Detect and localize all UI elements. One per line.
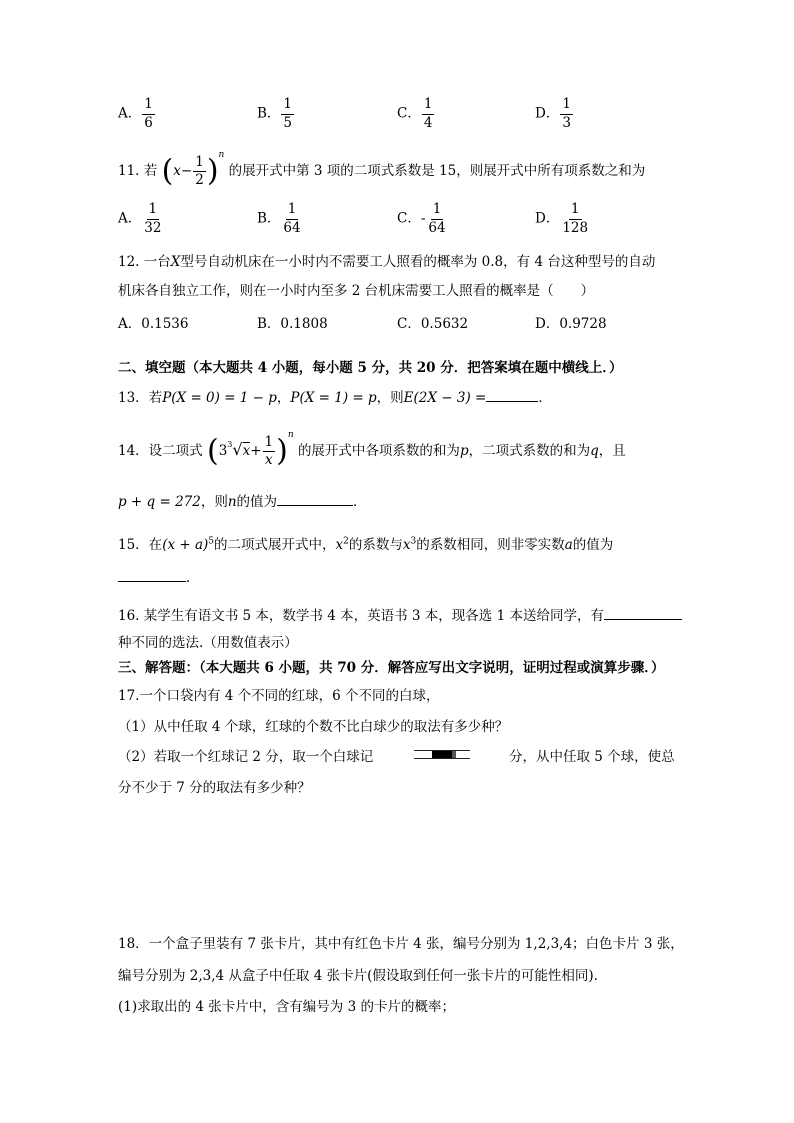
q10-option-d: D． $\frac{1}{3}$ xyxy=(535,96,571,131)
q10-option-c: C． $\frac{1}{4}$ xyxy=(397,96,433,131)
q14-answer-blank xyxy=(277,505,353,506)
question-17-part2-c: 分不少于 7 分的取法有多少种？ xyxy=(118,780,311,796)
question-12-line2: 机床各自独立工作，则在一小时内至多 2 台机床需要工人照看的概率是（ ） xyxy=(118,283,595,299)
question-17-line1: 17.一个口袋内有 4 个不同的红球，6 个不同的白球， xyxy=(118,688,440,704)
q12-option-c: C．0.5632 xyxy=(397,316,469,332)
q11-option-c: C．- $\frac{1}{64}$ xyxy=(397,201,446,236)
question-13: 13．若P(X = 0) = 1 − p，P(X = 1) = p，则E(2X − 3) = ． xyxy=(118,390,552,406)
q13-answer-blank xyxy=(486,401,538,402)
question-17-part2-a: （2）若取一个红球记 2 分，取一个白球记 xyxy=(118,749,374,765)
q10-option-b: B． $\frac{1}{5}$ xyxy=(257,96,293,131)
question-16-line1: 16. 某学生有语文书 5 本，数学书 4 本，英语书 3 本，现各选 1 本送给同学，有 xyxy=(118,604,682,624)
q12-option-a: A．0.1536 xyxy=(118,316,189,332)
question-17-part2-b: 分，从中任取 5 个球，使总 xyxy=(509,749,675,765)
q16-answer-blank xyxy=(604,619,682,620)
question-12-line1: 12. 一台X型号自动机床在一小时内不需要工人照看的概率为 0.8，有 4 台这种型号的自动 xyxy=(118,254,656,270)
question-11: 11. 若 (x− $\frac{1}{2}$ )$^n$ 的展开式中第 3 项的二项式系数是 15，则展开式中所有项系数之和为 xyxy=(118,150,646,189)
question-17-part1: （1）从中任取 4 个球，红球的个数不比白球少的取法有多少种？ xyxy=(118,719,509,735)
q15-answer-blank xyxy=(118,581,186,582)
section-2-heading: 二、填空题（本大题共 4 小题，每小题 5 分，共 20 分．把答案填在题中横线上．） xyxy=(118,360,623,376)
q10-option-a: A． $\frac{1}{6}$ xyxy=(118,96,153,131)
formula-image-placeholder xyxy=(414,750,470,759)
question-14-line1: 14．设二项式 ($3^3√x+$ $\frac{1}{x}$ )$^n$ 的展开式中各项系数的和为p，二项式系数的和为q，且 xyxy=(118,430,626,469)
q12-option-d: D．0.9728 xyxy=(535,316,607,332)
question-15-line1: 15．在$(x + a)^5$的二项式展开式中，$x^2$的系数与$x^3$的系数相同，则非零实数a的值为 xyxy=(118,536,614,553)
question-16-line2: 种不同的选法.（用数值表示） xyxy=(118,635,298,651)
question-18-part1: (1)求取出的 4 张卡片中，含有编号为 3 的卡片的概率； xyxy=(118,999,455,1015)
q11-option-a: A． $\frac{1}{32}$ xyxy=(118,201,162,236)
q12-option-b: B．0.1808 xyxy=(257,316,328,332)
question-15-line2: ． xyxy=(118,566,200,586)
q11-option-b: B． $\frac{1}{64}$ xyxy=(257,201,301,236)
section-3-heading: 三、解答题：（本大题共 6 小题，共 70 分．解答应写出文字说明，证明过程或演算步骤．） xyxy=(118,660,665,676)
question-14-line2: p + q = 272，则n的值为 ． xyxy=(118,494,367,510)
question-18-line1: 18．一个盒子里装有 7 张卡片，其中有红色卡片 4 张，编号分别为 1,2,3,4；白色卡片 3 张， xyxy=(118,936,684,952)
q11-option-d: D． $\frac{1}{128}$ xyxy=(535,201,589,236)
question-18-line2: 编号分别为 2,3,4 从盒子中任取 4 张卡片(假设取到任何一张卡片的可能性相同). xyxy=(118,968,598,984)
